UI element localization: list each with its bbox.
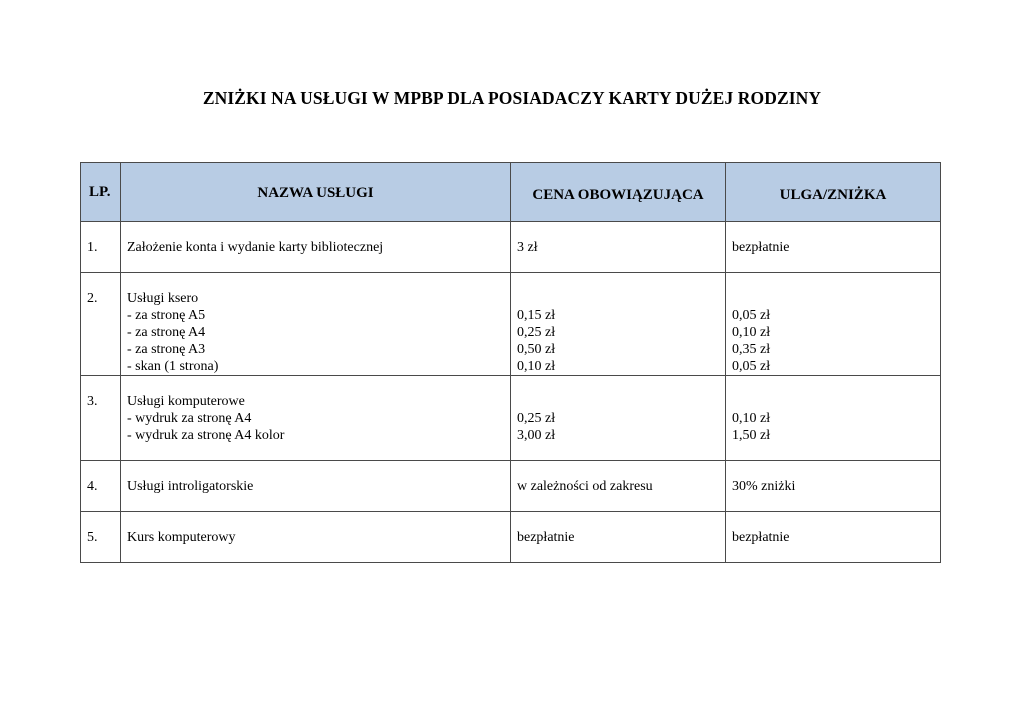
cell-price: [511, 512, 726, 563]
discount-line: 0,10 zł: [732, 325, 771, 340]
header-price-label: CENA OBOWIĄZUJĄCA: [532, 187, 704, 203]
cell-service-name: [121, 222, 511, 273]
service-line: - skan (1 strona): [127, 359, 219, 374]
cell-lp: [81, 222, 121, 273]
discount-line: 0,10 zł: [732, 411, 771, 426]
cell-lp: [81, 512, 121, 563]
cell-discount: [726, 512, 941, 563]
table-header-row: [81, 163, 941, 222]
table-row: [81, 273, 941, 376]
cell-service-name: [121, 512, 511, 563]
cell-discount-text: bezpłatnie: [732, 530, 790, 545]
header-service-name-label: NAZWA USŁUGI: [257, 185, 374, 201]
cell-spacer: [517, 290, 719, 307]
cell-discount-text: 30% zniżki: [732, 479, 796, 494]
discount-line: 1,50 zł: [732, 428, 771, 443]
service-line: Usługi ksero: [127, 291, 199, 306]
cell-discount: [726, 461, 941, 512]
cell-service-name-text: Usługi introligatorskie: [127, 479, 254, 494]
cell-spacer: [732, 290, 934, 307]
discount-line: 0,35 zł: [732, 342, 771, 357]
cell-discount: [726, 376, 941, 461]
cell-discount: [726, 222, 941, 273]
table-row: [81, 222, 941, 273]
cell-service-name: [121, 376, 511, 461]
discount-table: [80, 162, 941, 563]
cell-service-name: [121, 273, 511, 376]
cell-lp: [81, 461, 121, 512]
cell-lp: [81, 273, 121, 376]
cell-service-name-text: Kurs komputerowy: [127, 530, 236, 545]
discount-line: 0,05 zł: [732, 359, 771, 374]
cell-lp-text: 2.: [87, 291, 98, 306]
service-line: - za stronę A3: [127, 342, 206, 357]
service-line: - za stronę A5: [127, 308, 206, 323]
header-price: [511, 163, 726, 222]
cell-spacer: [517, 393, 719, 410]
cell-lp-text: 5.: [87, 530, 98, 545]
cell-price-text: w zależności od zakresu: [517, 479, 653, 494]
cell-lp-text: 4.: [87, 479, 98, 494]
price-line: 0,25 zł: [517, 411, 556, 426]
service-line: - za stronę A4: [127, 325, 206, 340]
cell-lp-text: 1.: [87, 240, 98, 255]
cell-discount: [726, 273, 941, 376]
price-line: 0,10 zł: [517, 359, 556, 374]
cell-discount-text: bezpłatnie: [732, 240, 790, 255]
cell-lp-text: 3.: [87, 394, 98, 409]
service-line: - wydruk za stronę A4 kolor: [127, 428, 285, 443]
cell-price: [511, 222, 726, 273]
cell-price: [511, 273, 726, 376]
header-discount-label: ULGA/ZNIŻKA: [779, 187, 887, 203]
cell-service-name: [121, 461, 511, 512]
cell-spacer: [732, 393, 934, 410]
cell-price-text: 3 zł: [517, 240, 538, 255]
price-line: 3,00 zł: [517, 428, 556, 443]
cell-lp: [81, 376, 121, 461]
cell-price-text: bezpłatnie: [517, 530, 575, 545]
price-line: 0,25 zł: [517, 325, 556, 340]
document-title: ZNIŻKI NA USŁUGI W MPBP DLA POSIADACZY KARTY DUŻEJ RODZINY: [202, 88, 822, 108]
cell-price: [511, 376, 726, 461]
discount-line: 0,05 zł: [732, 308, 771, 323]
table-row: [81, 376, 941, 461]
service-line: Usługi komputerowe: [127, 394, 245, 409]
header-lp: LP.: [81, 163, 121, 222]
header-discount: [726, 163, 941, 222]
price-line: 0,15 zł: [517, 308, 556, 323]
cell-price: [511, 461, 726, 512]
header-service-name: [121, 163, 511, 222]
cell-service-name-text: Założenie konta i wydanie karty bibliotecznej: [127, 240, 384, 255]
table-row: [81, 461, 941, 512]
table-row: [81, 512, 941, 563]
price-line: 0,50 zł: [517, 342, 556, 357]
service-line: - wydruk za stronę A4: [127, 411, 252, 426]
